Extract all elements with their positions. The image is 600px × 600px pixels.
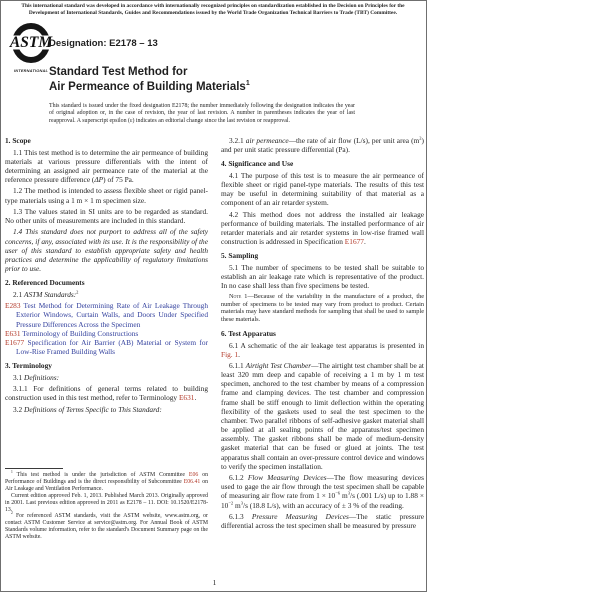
text-segment: Definitions: <box>24 372 60 382</box>
block-ref <box>5 301 208 328</box>
block-fn <box>5 472 208 493</box>
block-ref <box>5 329 208 338</box>
text-segment: 6.1.1 <box>229 361 246 370</box>
block-p <box>5 207 208 225</box>
text-segment: This test method is under the jurisdiction of ASTM Committee <box>12 472 189 478</box>
reference-link[interactable]: Fig. 1 <box>221 349 239 359</box>
block-ref <box>5 338 208 356</box>
text-segment: . <box>194 393 197 403</box>
astm-logo <box>7 23 55 73</box>
text-segment: 2.1 <box>13 289 25 299</box>
reference-link[interactable]: Terminology of Building Constructions <box>20 328 139 338</box>
text-segment: 3. Terminology <box>5 361 52 371</box>
text-segment: /s (.001 L/s) up to 1.88 × 10 <box>221 491 424 510</box>
text-segment: air permeance <box>245 136 289 145</box>
text-segment: ASTM Standards: <box>24 289 77 299</box>
text-segment: —The airtight test chamber shall be at least 320 mm deep and capable of receiving a 1 m by 1 m test specimen, anchored to the test chamber by means of a compression frame and clamping devices. The test chamber and compression frame shall be stiff enough to limit deflection within the operating flexibility of the gaskets used to seal the test specimen to the chamber. Two parallel ribbons of self-adhesive gasket material shall be applied at all sealing points of the apparatus/test specimen assembly. The gasket ribbons shall be made of medium-density gasket material that can be fused or glued at joints. The test apparatus shall contain an over-pressure control device and windows to verify the specimen installation. <box>221 361 424 471</box>
text-segment: 1.2 The method is intended to assess flexible sheet or rigid panel-type materials using a 1 m × 1 m specimen size. <box>5 186 208 205</box>
title-footnote-marker: 1 <box>245 79 250 87</box>
block-p <box>5 148 208 185</box>
block-p <box>221 512 424 530</box>
text-segment: 6.1.2 <box>229 473 248 483</box>
text-segment: —The flow measuring devices used to gage the air flow through the test specimen shall be capable of measuring air flow rate from 1 × 10 <box>221 473 424 501</box>
text-segment: 4.1 The purpose of this test is to measure the air permeance of flexible sheet or rigid panel-type materials. The results of this test may be useful in determining suitability of that material as a component of an air retarder system. <box>221 170 424 208</box>
page-number: 1 <box>212 578 217 587</box>
block-p <box>221 210 424 247</box>
text-segment: 3 <box>347 490 351 496</box>
section-6-test-apparatus-heading <box>221 329 424 338</box>
text-segment: 6. Test Apparatus <box>221 328 276 338</box>
reference-link[interactable]: E631 <box>178 393 195 403</box>
text-segment: 1. Scope <box>5 136 31 145</box>
block-p <box>221 136 424 154</box>
text-segment: 1.4 This standard does not purport to address all of the safety concerns, if any, associated with its use. It is the responsibility of the user of this standard to establish appropriate safety and health practices and determine the applicability of regulatory limitations prior to use. <box>5 227 208 274</box>
block-note <box>221 293 424 324</box>
block-p <box>221 171 424 208</box>
astm-logo-subtitle: INTERNATIONAL <box>13 68 49 73</box>
text-segment: 3.2 <box>13 404 25 414</box>
text-segment: 1.1 This test method is to determine the air permeance of building materials at various pressure differentials with the intent of determining an assigned air permeance rate of the material at the reference pressure difference ( <box>5 147 208 185</box>
text-segment: 1.3 The values stated in SI units are to be regarded as standard. No other units of measurements are included in this standard. <box>5 206 208 226</box>
text-segment: . <box>363 237 366 247</box>
text-segment: Airtight Test Chamber <box>245 361 312 370</box>
text-segment: −6 <box>335 490 341 496</box>
text-segment: 3 <box>240 500 244 506</box>
reference-link[interactable]: E283 <box>5 301 21 311</box>
text-segment: 3.2.1 <box>229 136 246 145</box>
footnotes <box>5 468 208 541</box>
text-segment: Flow Measuring Devices <box>247 473 327 483</box>
block-p <box>221 473 424 510</box>
section-4-significance-heading <box>221 159 424 168</box>
title-line-1: Standard Test Method for <box>49 66 188 78</box>
section-1-scope-heading <box>5 136 208 145</box>
text-segment: . <box>238 349 240 359</box>
wto-principles-note: This international standard was developed in accordance with internationally recognized principles on standardization established in the Decision on Principles for the Development of International Standards, Guides and Recommendations issued by the World Trade Organization Technical Barriers to Trade (TBT) Committee. <box>21 3 405 16</box>
section-5-sampling-heading <box>221 251 424 260</box>
text-segment: 1 <box>11 470 13 475</box>
reference-link[interactable]: Test Method for Determining Rate of Air Leakage Through Exterior Windows, Curtain Walls, and Doors Under Specified Pressure Differences Across the Specimen <box>16 301 208 329</box>
section-3-terminology-heading <box>5 361 208 370</box>
reference-link[interactable]: E1677 <box>344 237 364 247</box>
reference-link[interactable]: E1677 <box>5 337 25 347</box>
block-p <box>221 341 424 359</box>
astm-logo-icon <box>8 23 54 65</box>
document-title <box>49 65 250 94</box>
text-segment: —the rate of air flow (L/s), per unit area (m <box>288 136 420 145</box>
designation: Designation: E2178 – 13 <box>49 38 158 49</box>
text-segment: 5. Sampling <box>221 251 259 261</box>
block-fn <box>5 513 208 541</box>
text-segment: For referenced ASTM standards, visit the ASTM website, www.astm.org, or contact ASTM Customer Service at service@astm.org. For Annual Book of ASTM Standards volume information, refer to the standard's Document Summary page on the ASTM website. <box>5 513 208 541</box>
reference-link[interactable]: E06 <box>188 472 199 478</box>
text-segment: 5.1 The number of specimens to be tested shall be suitable to establish an air leakage rate which is representative of the product. In no case shall less than five specimens be tested. <box>221 263 424 291</box>
text-segment: m <box>340 491 348 501</box>
footnote-separator <box>5 468 63 469</box>
block-p <box>5 290 208 299</box>
reference-link[interactable]: E06.41 <box>183 478 201 485</box>
title-line-2-text: Air Permeance of Building Materials <box>49 80 246 93</box>
text-segment: 6.1 A schematic of the air leakage test apparatus is presented in <box>229 340 424 350</box>
block-p <box>5 405 208 414</box>
text-segment: 3.1.1 For definitions of general terms related to building construction used in this test method, refer to Terminology <box>5 384 208 403</box>
reference-link[interactable]: Specification for Air Barrier (AB) Material or System for Low-Rise Framed Building Walls <box>16 337 208 357</box>
astm-logo-text: ASTM <box>9 34 53 51</box>
text-segment: Current edition approved Feb. 1, 2013. Published March 2013. Originally approved in 2001. Last previous edition approved in 2011 as E2178 – 11. DOI: 10.1520/E2178-13. <box>5 492 208 513</box>
block-p <box>221 361 424 471</box>
text-segment: 6.1.3 <box>229 511 252 521</box>
text-segment: ΔP <box>94 175 104 185</box>
block-p <box>5 373 208 382</box>
text-segment: Definitions of Terms Specific to This Standard: <box>24 404 162 414</box>
right-column <box>221 136 424 532</box>
text-segment: Because of the variability in the manufacture of a product, the number of specimens to be tested may vary from product to product. Certain materials may have standard methods for sampling that shall be used to sample these materials. <box>221 293 425 324</box>
text-segment: Note 1— <box>229 293 254 301</box>
text-segment: 2. Referenced Documents <box>5 278 85 288</box>
text-segment: 2 <box>419 135 422 141</box>
text-segment: 4. Significance and Use <box>221 159 294 169</box>
text-segment: on Air Leakage and Ventilation Performance. <box>5 478 209 492</box>
block-fn <box>5 493 208 514</box>
section-2-referenced-documents-heading <box>5 278 208 287</box>
issuance-note: This standard is issued under the fixed designation E2178; the number immediately following the designation indicates the year of original adoption or, in the case of revision, the year of last revision. A number in parentheses indicates the year of last reapproval. A superscript epsilon (ε) indicates an editorial change since the last revision or reapproval. <box>49 103 355 124</box>
reference-link[interactable]: E631 <box>5 328 21 338</box>
block-p <box>221 263 424 290</box>
text-segment: on Performance of Buildings and is the direct responsibility of Subcommittee <box>5 472 209 485</box>
text-segment: −2 <box>228 500 234 506</box>
text-segment: 3.1 <box>13 372 25 382</box>
title-line-2 <box>49 80 250 95</box>
block-p <box>5 384 208 402</box>
block-p <box>5 227 208 273</box>
text-segment: 2 <box>11 511 13 516</box>
block-p <box>5 186 208 204</box>
text-segment: m <box>233 500 241 510</box>
text-segment: Pressure Measuring Devices <box>251 511 349 521</box>
text-segment: —The static pressure differential across the test specimen shall be measured by pressure <box>221 511 425 531</box>
text-segment: ) and per unit static pressure differential (Pa). <box>221 136 424 155</box>
text-segment: 4.2 This method does not address the installed air leakage performance of building materials. The installed performance of air retarder materials and air retarder systems in low-rise framed wall construction is addressed in Specification <box>221 209 424 247</box>
text-segment: ) of 75 Pa. <box>103 175 134 185</box>
text-segment: 2 <box>76 289 79 295</box>
text-segment: /s (18.8 L/s), with an accuracy of ± 3 % of the reading. <box>243 500 404 510</box>
